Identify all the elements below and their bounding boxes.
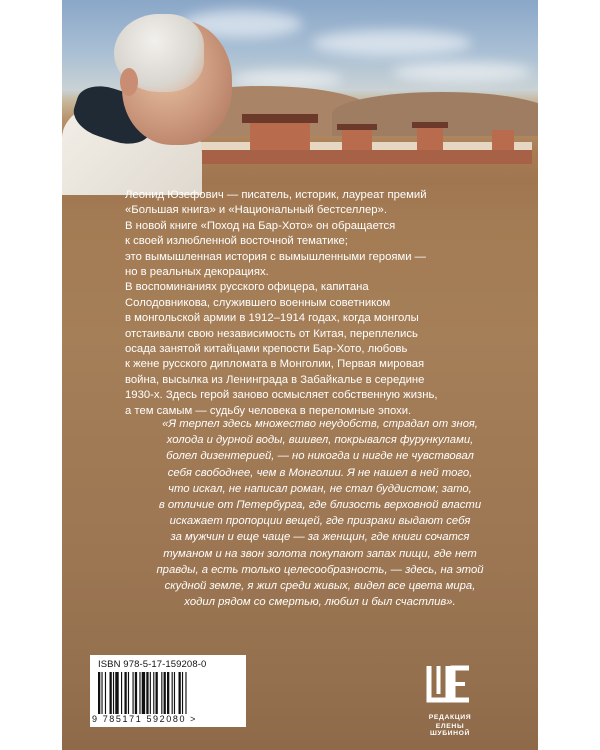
cloud — [312, 30, 472, 56]
barcode-bars — [98, 672, 238, 714]
publisher-logo-icon — [425, 660, 473, 708]
barcode-bar — [98, 672, 100, 714]
author-portrait-ear — [120, 68, 138, 96]
barcode-bar — [105, 672, 106, 714]
fortress-roof — [242, 114, 318, 123]
fortress-roof — [337, 124, 377, 130]
barcode-bar — [101, 672, 102, 714]
barcode-bar — [142, 672, 145, 714]
fortress-wall — [162, 150, 532, 164]
publisher-logo — [415, 660, 485, 740]
fortress-tower — [250, 120, 310, 150]
description-line: В новой книге «Поход на Бар-Хото» он обращается — [125, 219, 396, 232]
description-line: это вымышленная история с вымышленными героями — — [125, 250, 426, 263]
barcode-bar — [121, 672, 122, 714]
barcode-bar — [146, 672, 148, 714]
description-line: война, высылка из Ленинграда в Забайкалье в середине — [125, 373, 425, 386]
barcode-bar — [153, 672, 154, 714]
barcode-bar — [172, 672, 173, 714]
description-line: к своей излюбленной восточной тематике; — [125, 235, 348, 248]
cloud — [392, 62, 532, 82]
barcode-bar — [150, 672, 151, 714]
quote-line: ходил рядом со смертью, любил и был счастлив». — [184, 596, 456, 609]
isbn-text: ISBN 978-5-17-159208-0 — [98, 659, 207, 670]
quote-line: скудной земле, я жил среди живых, видел все цвета мира, — [164, 580, 476, 593]
quote-line: «Я терпел здесь множество неудобств, страдал от зноя, — [162, 418, 478, 430]
quote-line: правды, а есть только целесообразность, — здесь, на этой — [156, 563, 484, 576]
barcode-bar — [182, 672, 183, 714]
barcode-bar — [167, 672, 169, 714]
barcode-bar — [113, 672, 114, 714]
quote-line: искажает пропорции вещей, где призраки выдают себя — [169, 515, 471, 528]
description-line: Леонид Юзефович — писатель, историк, лауреат премий — [125, 189, 427, 201]
quote-line: болел дизентерией, — но никогда и нигде не чувствовал — [166, 450, 474, 463]
quote-line: холода и дурной воды, вшивел, покрывался фурункулами, — [166, 434, 474, 447]
description-line: к жене русского дипломата в Монголии, Первая мировая — [125, 358, 425, 371]
quote-line: в отличие от Петербурга, где близость верховной власти — [158, 499, 482, 512]
barcode-bar — [164, 672, 166, 714]
publisher-name-line2: ЕЛЕНЫ ШУБИНОЙ — [429, 723, 471, 737]
book-quote — [125, 416, 515, 610]
fortress-tower — [492, 130, 514, 150]
barcode-bar — [110, 672, 112, 714]
quote-line: себя свободнее, чем в Монголии. Я не нашел в ней того, — [167, 466, 473, 479]
description-line: в монгольской армии в 1912–1914 годах, когда монголы — [125, 312, 419, 325]
barcode-bar — [161, 672, 162, 714]
publisher-name-line1: РЕДАКЦИЯ — [428, 714, 472, 721]
book-description — [125, 188, 505, 419]
barcode-bar — [133, 672, 134, 714]
fortress-tower — [417, 126, 443, 150]
barcode-bar — [156, 672, 158, 714]
description-line: отстаивали свою независимость от Китая, переплелись — [125, 327, 418, 340]
barcode-bar — [124, 672, 126, 714]
description-line: 1930-х. Здесь герой заново осмысляет собственную жизнь, — [125, 389, 438, 402]
quote-line: за мужчин и еще чаще — за женщин, где книги сочатся — [170, 531, 470, 544]
description-line: «Большая книга» и «Национальный бестселлер». — [125, 204, 387, 217]
fortress-roof — [412, 122, 448, 128]
quote-line: туманом и на звон золота покупают запах пищи, где нет — [163, 547, 477, 560]
description-line: но в реальных декорациях. — [125, 266, 269, 279]
barcode-bar — [135, 672, 137, 714]
barcode-bar — [115, 672, 118, 714]
barcode — [90, 655, 246, 727]
description-line: В воспоминаниях русского офицера, капитана — [125, 281, 369, 294]
description-line: Солодовникова, служившего военным советником — [125, 296, 391, 309]
description-line: а тем самым — судьбу человека в переломные эпохи. — [125, 404, 412, 417]
fortress-tower — [342, 128, 372, 150]
description-line: осада занятой китайцами крепости Бар-Хото, любовь — [125, 343, 408, 356]
barcode-bar — [128, 672, 129, 714]
barcode-bar — [139, 672, 140, 714]
barcode-bar — [185, 672, 186, 714]
barcode-bar — [179, 672, 181, 714]
barcode-digits: 9 785171 592080 > — [92, 714, 198, 724]
barcode-bar — [174, 672, 175, 714]
quote-line: что искал, не написал роман, не стал буддистом; зато, — [168, 482, 472, 495]
